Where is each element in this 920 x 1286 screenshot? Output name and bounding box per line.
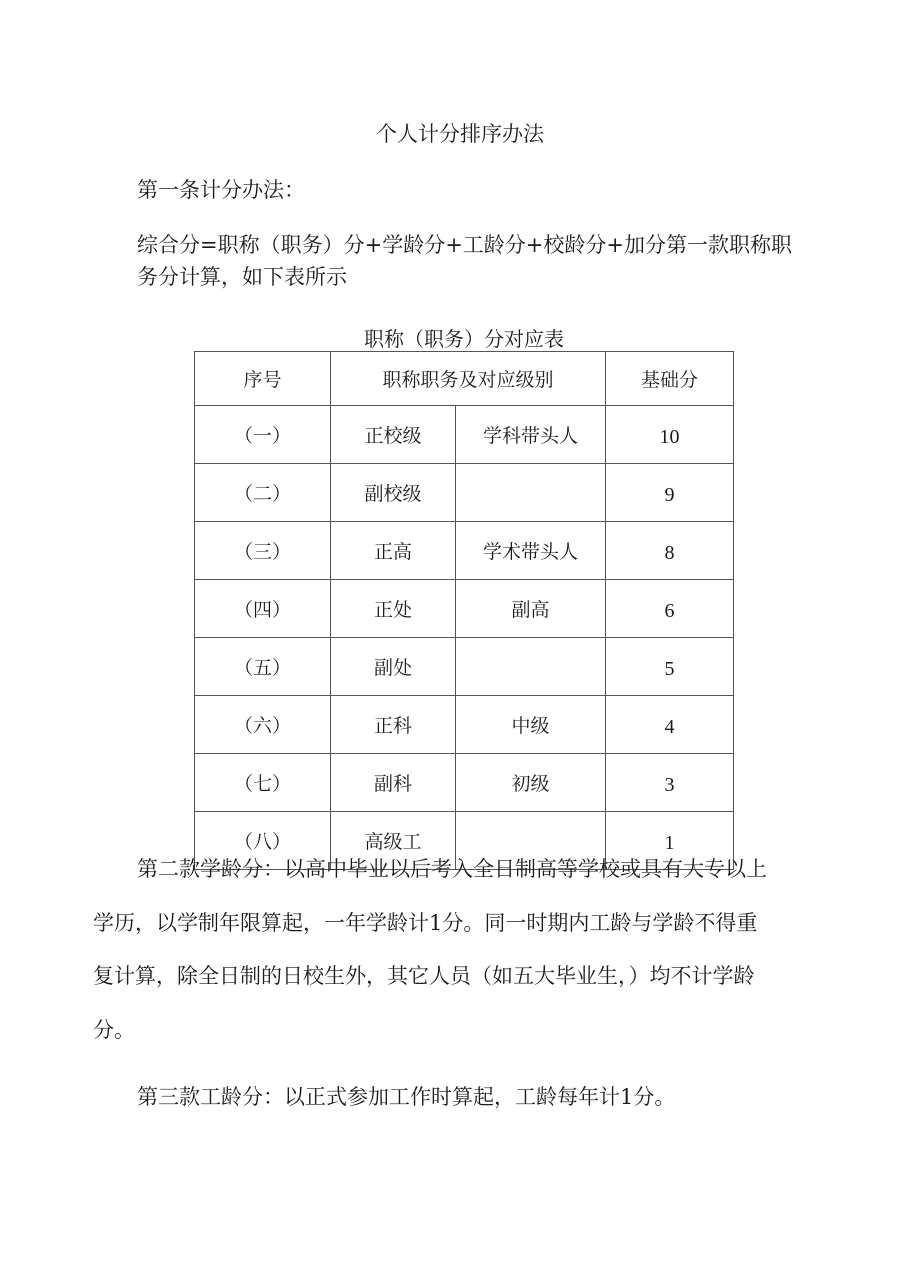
cell-score: 8 bbox=[606, 522, 734, 580]
cell-rank: 正科 bbox=[331, 696, 456, 754]
table-row bbox=[195, 464, 734, 522]
cell-seq: （七） bbox=[195, 754, 331, 812]
cell-equiv: 学术带头人 bbox=[456, 522, 606, 580]
table-row bbox=[195, 522, 734, 580]
clause2-line-3: 复计算，除全日制的日校生外，其它人员（如五大毕业生，）均不计学龄 bbox=[93, 964, 755, 988]
header-score: 基础分 bbox=[606, 352, 734, 406]
formula-line-1: 综合分=职称（职务）分+学龄分+工龄分+校龄分+加分第一款职称职 bbox=[137, 233, 792, 257]
cell-score: 10 bbox=[606, 406, 734, 464]
table-caption: 职称（职务）分对应表 bbox=[364, 327, 564, 351]
cell-equiv: 副高 bbox=[456, 580, 606, 638]
clause2-line-4: 分。 bbox=[93, 1018, 135, 1042]
cell-equiv: 中级 bbox=[456, 696, 606, 754]
cell-rank: 正校级 bbox=[331, 406, 456, 464]
cell-rank: 副处 bbox=[331, 638, 456, 696]
article1-heading: 第一条计分办法： bbox=[137, 178, 305, 202]
table-row bbox=[195, 580, 734, 638]
cell-rank: 高级工 bbox=[331, 812, 456, 870]
title-score-table bbox=[194, 351, 734, 870]
clause3-paragraph: 第三款工龄分：以正式参加工作时算起，工龄每年计1分。 bbox=[137, 1085, 676, 1109]
cell-equiv bbox=[456, 464, 606, 522]
cell-seq: （四） bbox=[195, 580, 331, 638]
cell-score: 5 bbox=[606, 638, 734, 696]
cell-seq: （六） bbox=[195, 696, 331, 754]
header-rank: 职称职务及对应级别 bbox=[331, 352, 606, 406]
table-header-row bbox=[195, 352, 734, 406]
cell-seq: （八） bbox=[195, 812, 331, 870]
cell-rank: 副科 bbox=[331, 754, 456, 812]
table-row bbox=[195, 696, 734, 754]
cell-seq: （二） bbox=[195, 464, 331, 522]
cell-score: 6 bbox=[606, 580, 734, 638]
cell-equiv bbox=[456, 638, 606, 696]
cell-rank: 正处 bbox=[331, 580, 456, 638]
clause2-line-2: 学历，以学制年限算起，一年学龄计1分。同一时期内工龄与学龄不得重 bbox=[93, 911, 758, 935]
cell-score: 3 bbox=[606, 754, 734, 812]
cell-score: 1 bbox=[606, 812, 734, 870]
cell-rank: 副校级 bbox=[331, 464, 456, 522]
document-title: 个人计分排序办法 bbox=[376, 122, 544, 146]
cell-seq: （一） bbox=[195, 406, 331, 464]
cell-seq: （五） bbox=[195, 638, 331, 696]
cell-equiv: 初级 bbox=[456, 754, 606, 812]
table-row bbox=[195, 754, 734, 812]
cell-seq: （三） bbox=[195, 522, 331, 580]
formula-line-2: 务分计算，如下表所示 bbox=[137, 265, 347, 289]
cell-score: 4 bbox=[606, 696, 734, 754]
table-row bbox=[195, 638, 734, 696]
clause2-line-1: 第二款学龄分：以高中毕业以后考入全日制高等学校或具有大专以上 bbox=[137, 857, 767, 881]
table-row bbox=[195, 406, 734, 464]
cell-rank: 正高 bbox=[331, 522, 456, 580]
cell-equiv: 学科带头人 bbox=[456, 406, 606, 464]
header-seq: 序号 bbox=[195, 352, 331, 406]
cell-score: 9 bbox=[606, 464, 734, 522]
